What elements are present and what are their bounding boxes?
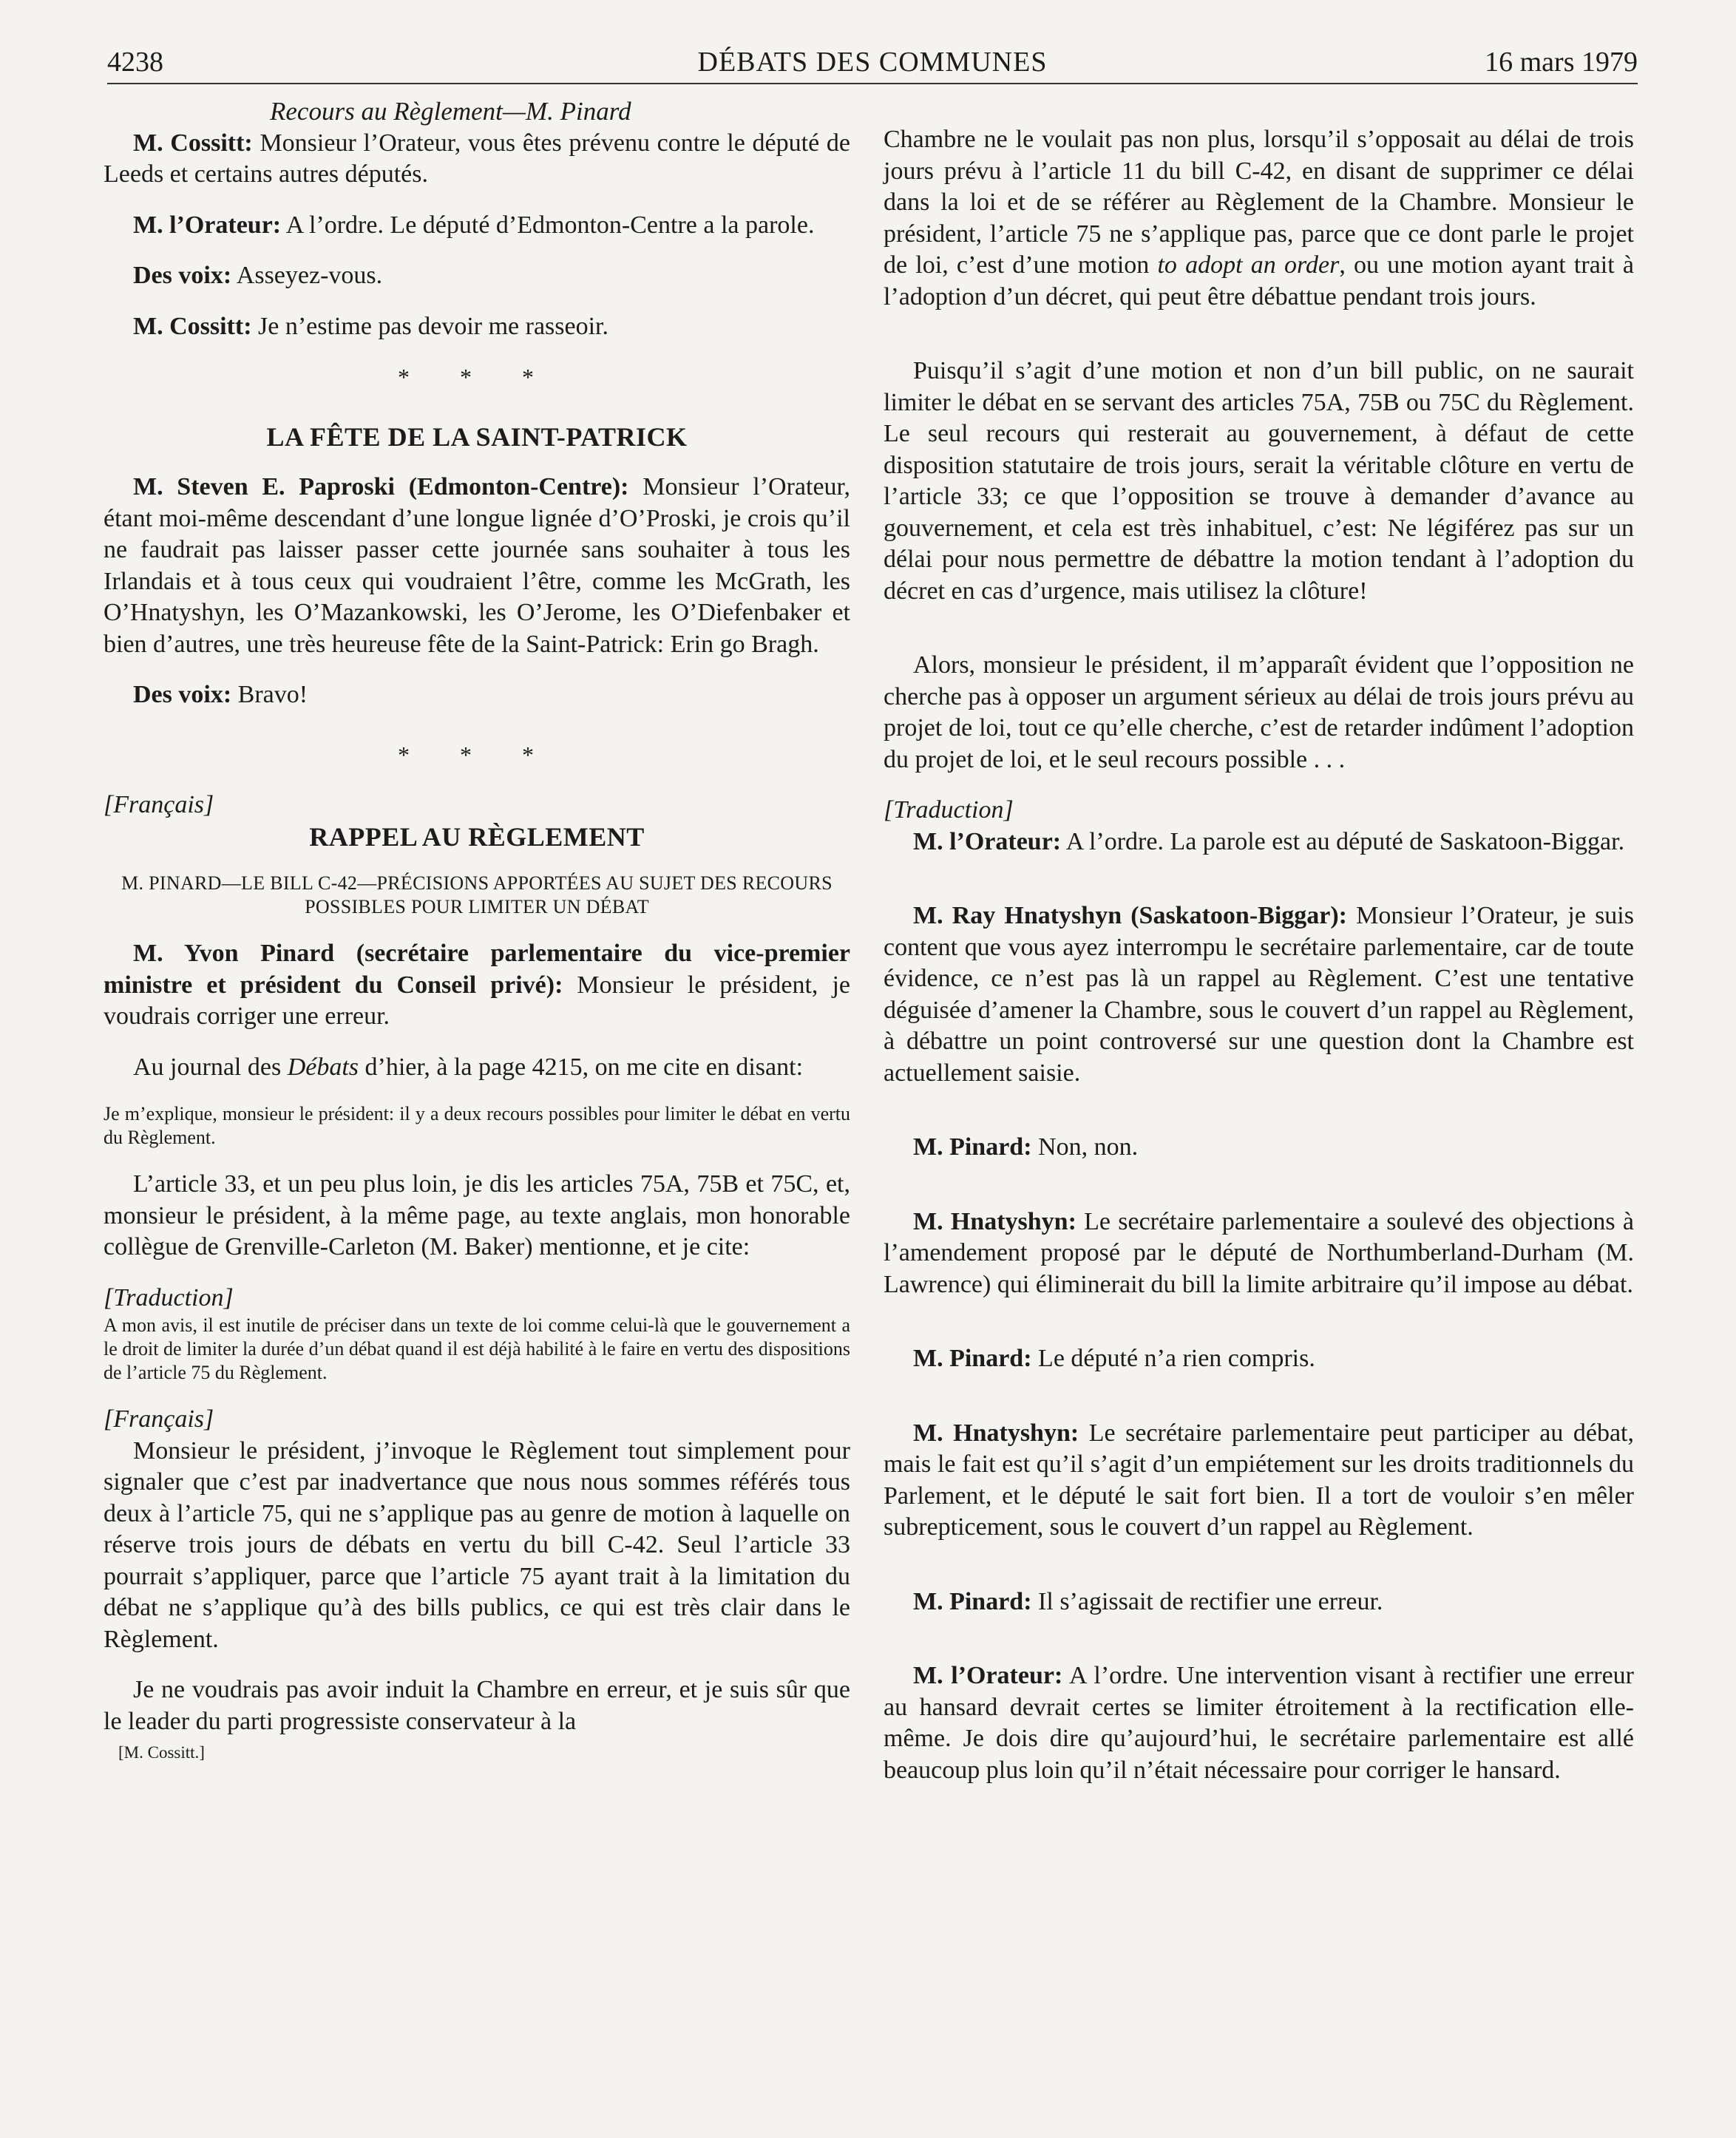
paragraph — [104, 1052, 850, 1084]
subheading: M. PINARD—LE BILL C-42—PRÉCISIONS APPORTÉES AU SUJET DES RECOURS POSSIBLES POUR LIMITER UN DÉBAT — [121, 872, 833, 917]
speech-text: Monsieur le président, je voudrais corriger une erreur. — [104, 971, 850, 1030]
speech-text: A l’ordre. Le député d’Edmonton-Centre a la parole. — [281, 211, 815, 239]
speech-text: Monsieur l’Orateur, vous êtes prévenu contre le député de Leeds et certains autres députés. — [104, 129, 850, 188]
speaker-name: M. Pinard: — [913, 1587, 1032, 1615]
speaker-name: M. Hnatyshyn: — [913, 1207, 1076, 1235]
speaker-name: M. Steven E. Paproski (Edmonton-Centre): — [133, 473, 629, 500]
paragraph: Alors, monsieur le président, il m’apparaît évident que l’opposition ne cherche pas à opposer un argument sérieux au délai de trois jours prévu au projet de loi, tout ce qu’elle cherche, c’est de retarder indûment l’adoption du projet de loi, et le seul recours possible . . . — [884, 651, 1634, 773]
paragraph — [884, 1343, 1634, 1375]
block-quote: A mon avis, il est inutile de préciser dans un texte de loi comme celui-là que le gouvernement a le droit de limiter la durée d’un débat quand il est déjà habilité à le faire en vertu des dispositions de l’article 75 du Règlement. — [104, 1314, 850, 1383]
speaker-continuation-cite: [M. Cossitt.] — [118, 1743, 205, 1762]
speech-text: Non, non. — [1031, 1133, 1139, 1161]
language-marker: [Français] — [104, 1405, 214, 1433]
page-number: 4238 — [107, 47, 163, 78]
left-column — [104, 96, 850, 1769]
publication-title: DÉBATS DES COMMUNES — [697, 47, 1048, 78]
page-header — [107, 38, 1638, 84]
paragraph — [104, 679, 850, 711]
speaker-name: M. l’Orateur: — [913, 1662, 1063, 1689]
language-marker: [Français] — [104, 791, 214, 818]
paragraph — [104, 311, 850, 343]
paragraph: Puisqu’il s’agit d’une motion et non d’un bill public, on ne saurait limiter le débat en se servant des articles 75A, 75B ou 75C du Règlement. Le seul recours qui resterait au gouvernement, à défaut de cette disposition statutaire de trois jours, serait la véritable clôture en vertu de l’article 33; ce que l’opposition se trouve à demander d’avance au gouvernement, et cela est très inhabituel, c’est: Ne légiférez pas sur un délai pour nous permettre de débattre la motion tendant à l’adoption du décret en cas d’urgence, mais utilisez la clôture! — [884, 357, 1634, 605]
section-heading: LA FÊTE DE LA SAINT-PATRICK — [266, 421, 688, 452]
speech-text: Le secrétaire parlementaire a soulevé des objections à l’amendement proposé par le député de Northumberland-Durham (M. Lawrence) qui éliminerait du bill la limite arbitraire qu’il impose au débat. — [884, 1207, 1635, 1298]
paragraph: Je ne voudrais pas avoir induit la Chambre en erreur, et je suis sûr que le leader du parti progressiste conservateur à la — [104, 1676, 850, 1735]
paragraph — [884, 1586, 1634, 1618]
speech-text: Je n’estime pas devoir me rasseoir. — [251, 312, 609, 340]
speaker-name: M. l’Orateur: — [913, 827, 1062, 855]
speaker-name: M. l’Orateur: — [133, 211, 282, 239]
text-run: , ou une motion ayant trait à l’adoption d’un décret, qui peut être débattue pendant trois jours. — [884, 251, 1634, 310]
speaker-name: M. Cossitt: — [133, 129, 253, 157]
text-run: d’hier, à la page 4215, on me cite en disant: — [359, 1053, 804, 1081]
section-divider: * * * — [398, 741, 556, 768]
right-column — [884, 96, 1634, 1786]
paragraph — [884, 1132, 1634, 1164]
speaker-name: Des voix: — [133, 262, 232, 289]
speech-text: Asseyez-vous. — [231, 262, 383, 289]
paragraph — [104, 472, 850, 660]
speech-text: A l’ordre. Une intervention visant à rectifier une erreur au hansard devrait certes se limiter étroitement à la rectification elle-même. Je dois dire qu’aujourd’hui, le secrétaire parlementaire est allé beaucoup plus loin qu’il n’était nécessaire pour corriger le hansard. — [884, 1662, 1634, 1784]
italic-text: to adopt an order — [1157, 251, 1340, 279]
block-quote: Je m’explique, monsieur le président: il y a deux recours possibles pour limiter le débat en vertu du Règlement. — [104, 1103, 850, 1148]
speech-text: A l’ordre. La parole est au député de Saskatoon-Biggar. — [1061, 827, 1625, 855]
italic-text: Débats — [287, 1053, 359, 1081]
section-heading: RAPPEL AU RÈGLEMENT — [309, 821, 645, 852]
text-run: Au journal des — [133, 1053, 288, 1081]
paragraph — [884, 1660, 1634, 1786]
language-marker: [Traduction] — [104, 1283, 234, 1311]
speaker-name: M. Hnatyshyn: — [913, 1419, 1079, 1447]
speech-text: Bravo! — [231, 681, 308, 708]
paragraph — [104, 938, 850, 1033]
language-marker: [Traduction] — [884, 796, 1014, 824]
speech-text: Le secrétaire parlementaire peut participer au débat, mais le fait est qu’il s’agit d’un empiétement sur les droits traditionnels du Parlement, et le député le sait fort bien. Il a tort de vouloir s’en mêler subrepticement, sous le couvert d’un rappel au Règlement. — [884, 1419, 1634, 1541]
speaker-name: M. Yvon Pinard (secrétaire parlementaire du vice-premier ministre et président du Conseil privé): — [104, 940, 850, 999]
speaker-name: Des voix: — [133, 681, 232, 708]
paragraph: Monsieur le président, j’invoque le Règlement tout simplement pour signaler que c’est par inadvertance que nous nous sommes référés tous deux à l’article 75, qui ne s’applique pas au genre de motion à laquelle on réserve trois jours de débats en vertu du bill C-42. Seul l’article 33 pourrait s’appliquer, parce que l’article 75 ayant trait à la limitation du débat ne s’applique qu’à des bills publics, ce qui est très clair dans le Règlement. — [104, 1436, 850, 1653]
paragraph: L’article 33, et un peu plus loin, je dis les articles 75A, 75B et 75C, et, monsieur le président, à la même page, au texte anglais, mon honorable collègue de Grenville-Carleton (M. Baker) mentionne, et je cite: — [104, 1170, 850, 1260]
paragraph — [884, 1207, 1634, 1301]
speech-text: Il s’agissait de rectifier une erreur. — [1031, 1587, 1383, 1615]
section-divider: * * * — [398, 364, 556, 390]
speaker-name: M. Ray Hnatyshyn (Saskatoon-Biggar): — [913, 902, 1348, 929]
section-title: Recours au Règlement—M. Pinard — [270, 97, 631, 126]
paragraph — [884, 124, 1634, 313]
paragraph — [104, 128, 850, 191]
text-run: Chambre ne le voulait pas non plus, lorsqu’il s’opposait au délai de trois jours prévu à l’article 11 du bill C-42, en disant de supprimer ce délai dans la loi et de se référer au Règlement de la Chambre. Monsieur le président, l’article 75 ne s’applique pas, parce que ce dont parle le projet de loi, c’est d’une motion — [884, 126, 1634, 279]
page-date: 16 mars 1979 — [1485, 47, 1638, 78]
speaker-name: M. Pinard: — [913, 1133, 1032, 1161]
paragraph — [104, 210, 850, 242]
speaker-name: M. Pinard: — [913, 1345, 1032, 1372]
paragraph — [884, 1418, 1634, 1544]
speech-text: Le député n’a rien compris. — [1031, 1345, 1315, 1372]
paragraph — [884, 827, 1634, 858]
speaker-name: M. Cossitt: — [133, 312, 252, 340]
speech-text: Monsieur l’Orateur, étant moi-même descendant d’une longue lignée d’O’Proski, je crois qu’il ne faudrait pas laisser passer cette journée sans souhaiter à tous les Irlandais et à tous ceux qui voudraient l’être, comme les McGrath, les O’Hnatyshyn, les O’Mazankowski, les O’Jerome, les O’Diefenbaker et bien d’autres, une très heureuse fête de la Saint-Patrick: Erin go Bragh. — [104, 473, 850, 658]
speech-text: Monsieur l’Orateur, je suis content que vous ayez interrompu le secrétaire parlementaire, car de toute évidence, ce n’est pas là un rappel au Règlement. C’est une tentative déguisée d’amener la Chambre, sous le couvert d’un rappel au Règlement, à débattre un point controversé sur une question dont la Chambre est actuellement saisie. — [884, 902, 1634, 1087]
paragraph — [104, 260, 850, 292]
paragraph — [884, 900, 1634, 1089]
